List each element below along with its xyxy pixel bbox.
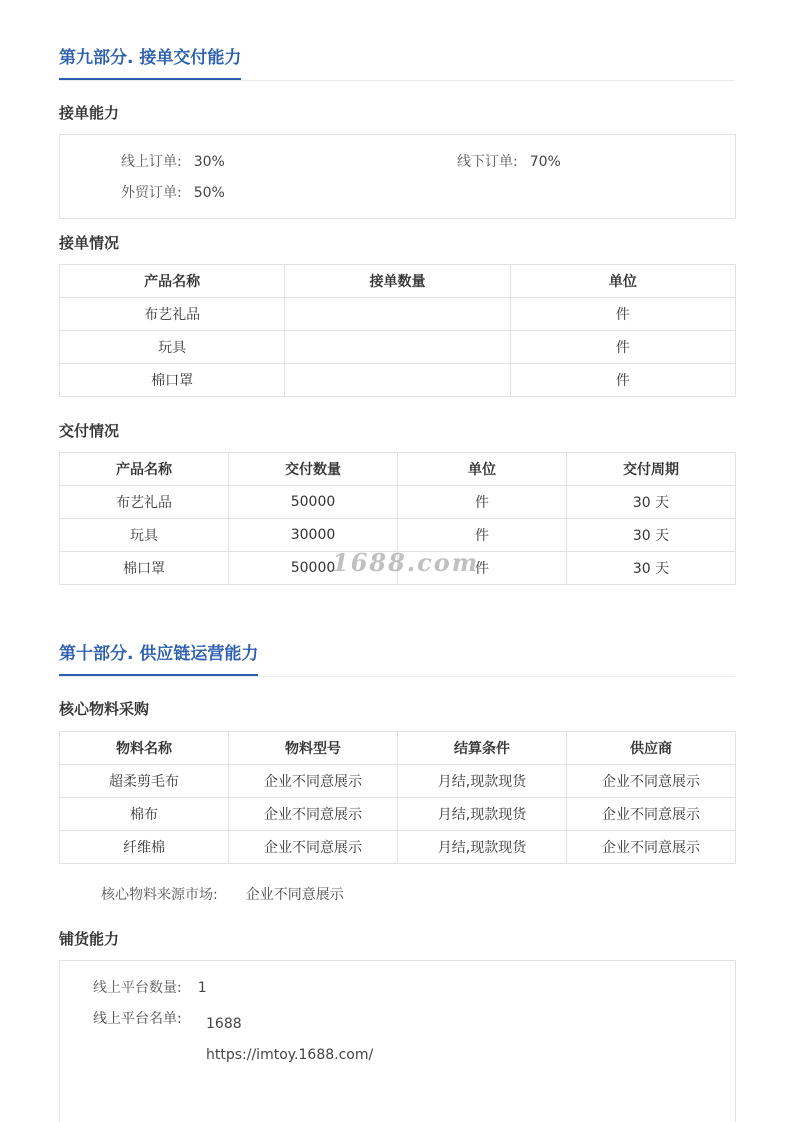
table-header-cell: 结算条件 xyxy=(398,732,567,765)
foreign-orders-label: 外贸订单: xyxy=(121,185,182,201)
table-row xyxy=(60,831,736,864)
table-row xyxy=(60,298,736,331)
table-cell: 月结,现款现货 xyxy=(398,765,567,798)
distribution-title: 铺货能力 xyxy=(59,930,120,948)
table-header-cell: 接单数量 xyxy=(285,265,510,298)
platform-list-link[interactable]: https://imtoy.1688.com/ xyxy=(206,1047,374,1063)
source-market xyxy=(101,886,344,904)
table-row xyxy=(60,364,736,397)
source-market-label: 核心物料来源市场: xyxy=(101,887,218,903)
table-cell: 棉口罩 xyxy=(60,552,229,585)
order-capacity-title: 接单能力 xyxy=(59,104,120,122)
online-orders-label: 线上订单: xyxy=(121,154,182,170)
table-cell: 企业不同意展示 xyxy=(229,831,398,864)
table-cell: 30 天 xyxy=(567,552,736,585)
offline-orders-value: 70% xyxy=(529,154,561,170)
table-cell: 30 天 xyxy=(567,486,736,519)
table-cell: 玩具 xyxy=(60,519,229,552)
table-header-row xyxy=(60,732,736,765)
core-material-title: 核心物料采购 xyxy=(59,700,150,718)
platform-list-item: 1688 xyxy=(206,1016,242,1032)
table-cell xyxy=(285,298,510,331)
section-10-title: 第十部分. 供应链运营能力 xyxy=(59,643,258,676)
table-cell: 50000 xyxy=(229,486,398,519)
table-cell: 企业不同意展示 xyxy=(567,798,736,831)
online-orders xyxy=(121,153,225,171)
table-cell: 企业不同意展示 xyxy=(567,831,736,864)
platform-list-label: 线上平台名单: xyxy=(93,1011,182,1027)
section-9-header xyxy=(59,47,735,81)
table-header-cell: 产品名称 xyxy=(60,265,285,298)
table-row xyxy=(60,798,736,831)
watermark: 1688.com xyxy=(332,548,480,577)
section-10-header xyxy=(59,643,735,677)
table-cell: 玩具 xyxy=(60,331,285,364)
section-9-title: 第九部分. 接单交付能力 xyxy=(59,47,241,80)
platform-count-value: 1 xyxy=(197,980,207,996)
table-header-cell: 交付周期 xyxy=(567,453,736,486)
table-cell: 纤维棉 xyxy=(60,831,229,864)
foreign-orders xyxy=(121,184,225,202)
table-cell: 件 xyxy=(398,486,567,519)
foreign-orders-value: 50% xyxy=(193,185,225,201)
table-cell: 件 xyxy=(398,519,567,552)
table-cell xyxy=(285,364,510,397)
table-header-cell: 供应商 xyxy=(567,732,736,765)
table-header-cell: 物料型号 xyxy=(229,732,398,765)
table-header-cell: 单位 xyxy=(510,265,735,298)
table-cell xyxy=(285,331,510,364)
table-cell: 月结,现款现货 xyxy=(398,831,567,864)
delivery-status-title: 交付情况 xyxy=(59,422,120,440)
platform-count-label: 线上平台数量: xyxy=(93,980,182,996)
table-cell: 布艺礼品 xyxy=(60,486,229,519)
platform-count xyxy=(93,979,207,997)
table-row xyxy=(60,765,736,798)
core-material-table xyxy=(59,731,736,864)
order-status-title: 接单情况 xyxy=(59,234,120,252)
table-header-cell: 交付数量 xyxy=(229,453,398,486)
online-orders-value: 30% xyxy=(193,154,225,170)
table-row xyxy=(60,486,736,519)
offline-orders-label: 线下订单: xyxy=(457,154,518,170)
table-cell: 件 xyxy=(510,364,735,397)
order-status-table xyxy=(59,264,736,397)
table-header-cell: 产品名称 xyxy=(60,453,229,486)
table-cell: 50000 xyxy=(229,552,398,585)
table-row xyxy=(60,519,736,552)
table-cell: 企业不同意展示 xyxy=(567,765,736,798)
table-cell: 件 xyxy=(510,298,735,331)
table-cell: 企业不同意展示 xyxy=(229,798,398,831)
table-header-cell: 单位 xyxy=(398,453,567,486)
table-cell: 30000 xyxy=(229,519,398,552)
order-capacity-box xyxy=(59,134,736,219)
table-cell: 棉口罩 xyxy=(60,364,285,397)
table-cell: 布艺礼品 xyxy=(60,298,285,331)
table-row xyxy=(60,331,736,364)
table-header-cell: 物料名称 xyxy=(60,732,229,765)
table-cell: 30 天 xyxy=(567,519,736,552)
table-cell: 月结,现款现货 xyxy=(398,798,567,831)
offline-orders xyxy=(457,153,561,171)
table-cell: 超柔剪毛布 xyxy=(60,765,229,798)
source-market-value: 企业不同意展示 xyxy=(245,887,344,903)
table-header-row xyxy=(60,453,736,486)
table-cell: 件 xyxy=(398,552,567,585)
table-header-row xyxy=(60,265,736,298)
table-cell: 企业不同意展示 xyxy=(229,765,398,798)
table-cell: 件 xyxy=(510,331,735,364)
table-cell: 棉布 xyxy=(60,798,229,831)
